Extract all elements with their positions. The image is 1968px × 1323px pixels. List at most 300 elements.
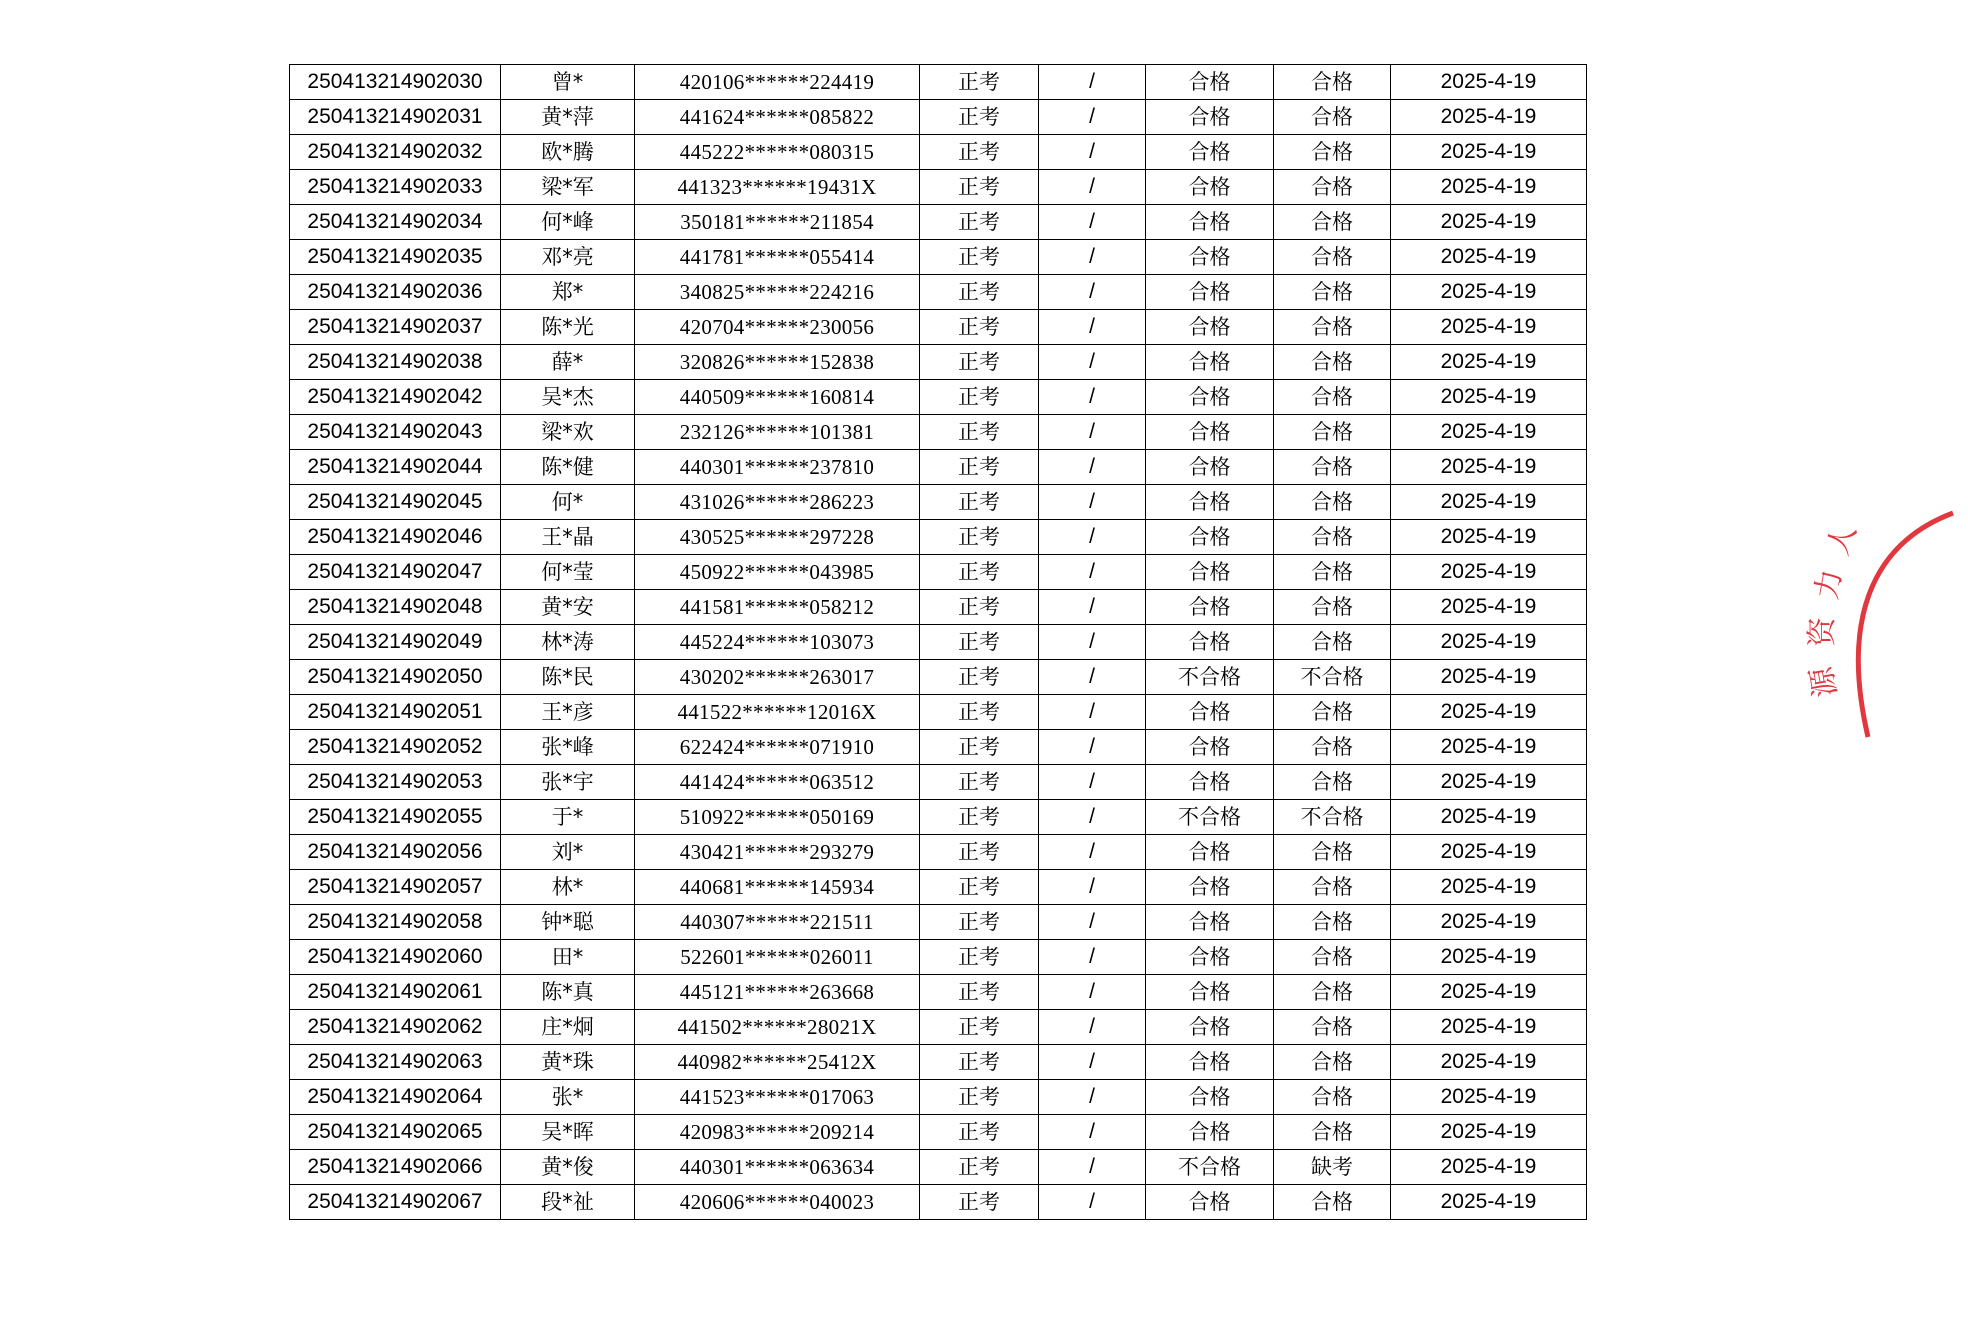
exam-results-table bbox=[289, 64, 1587, 1220]
id-card-cell: 440301******063634 bbox=[635, 1150, 920, 1185]
exam-type-cell: 正考 bbox=[920, 800, 1039, 835]
exam-number-cell: 250413214902055 bbox=[290, 800, 501, 835]
slash-cell: / bbox=[1039, 870, 1146, 905]
theory-result-cell: 合格 bbox=[1146, 415, 1274, 450]
slash-cell: / bbox=[1039, 1185, 1146, 1220]
slash-cell: / bbox=[1039, 450, 1146, 485]
theory-result-cell: 合格 bbox=[1146, 240, 1274, 275]
id-card-cell: 510922******050169 bbox=[635, 800, 920, 835]
slash-cell: / bbox=[1039, 730, 1146, 765]
slash-cell: / bbox=[1039, 1010, 1146, 1045]
exam-number-cell: 250413214902042 bbox=[290, 380, 501, 415]
practical-result-cell: 缺考 bbox=[1274, 1150, 1391, 1185]
slash-cell: / bbox=[1039, 1045, 1146, 1080]
exam-type-cell: 正考 bbox=[920, 485, 1039, 520]
practical-result-cell: 不合格 bbox=[1274, 660, 1391, 695]
exam-date-cell: 2025-4-19 bbox=[1391, 450, 1587, 485]
theory-result-cell: 合格 bbox=[1146, 380, 1274, 415]
exam-type-cell: 正考 bbox=[920, 380, 1039, 415]
table-row bbox=[290, 1080, 1587, 1115]
exam-date-cell: 2025-4-19 bbox=[1391, 870, 1587, 905]
candidate-name-cell: 段*祉 bbox=[501, 1185, 635, 1220]
exam-number-cell: 250413214902038 bbox=[290, 345, 501, 380]
theory-result-cell: 合格 bbox=[1146, 485, 1274, 520]
practical-result-cell: 合格 bbox=[1274, 240, 1391, 275]
exam-date-cell: 2025-4-19 bbox=[1391, 135, 1587, 170]
exam-date-cell: 2025-4-19 bbox=[1391, 765, 1587, 800]
practical-result-cell: 合格 bbox=[1274, 1080, 1391, 1115]
practical-result-cell: 合格 bbox=[1274, 485, 1391, 520]
exam-date-cell: 2025-4-19 bbox=[1391, 1185, 1587, 1220]
slash-cell: / bbox=[1039, 975, 1146, 1010]
exam-date-cell: 2025-4-19 bbox=[1391, 835, 1587, 870]
candidate-name-cell: 何*莹 bbox=[501, 555, 635, 590]
practical-result-cell: 合格 bbox=[1274, 730, 1391, 765]
practical-result-cell: 合格 bbox=[1274, 450, 1391, 485]
theory-result-cell: 合格 bbox=[1146, 345, 1274, 380]
practical-result-cell: 合格 bbox=[1274, 205, 1391, 240]
table-row bbox=[290, 100, 1587, 135]
table-row bbox=[290, 485, 1587, 520]
practical-result-cell: 合格 bbox=[1274, 100, 1391, 135]
theory-result-cell: 合格 bbox=[1146, 275, 1274, 310]
candidate-name-cell: 黄*珠 bbox=[501, 1045, 635, 1080]
exam-date-cell: 2025-4-19 bbox=[1391, 625, 1587, 660]
exam-type-cell: 正考 bbox=[920, 345, 1039, 380]
exam-date-cell: 2025-4-19 bbox=[1391, 1045, 1587, 1080]
exam-type-cell: 正考 bbox=[920, 240, 1039, 275]
practical-result-cell: 合格 bbox=[1274, 1010, 1391, 1045]
candidate-name-cell: 吴*杰 bbox=[501, 380, 635, 415]
theory-result-cell: 合格 bbox=[1146, 940, 1274, 975]
id-card-cell: 420106******224419 bbox=[635, 65, 920, 100]
exam-date-cell: 2025-4-19 bbox=[1391, 1150, 1587, 1185]
candidate-name-cell: 曾* bbox=[501, 65, 635, 100]
exam-number-cell: 250413214902043 bbox=[290, 415, 501, 450]
exam-number-cell: 250413214902067 bbox=[290, 1185, 501, 1220]
exam-type-cell: 正考 bbox=[920, 205, 1039, 240]
theory-result-cell: 合格 bbox=[1146, 975, 1274, 1010]
exam-type-cell: 正考 bbox=[920, 940, 1039, 975]
exam-type-cell: 正考 bbox=[920, 730, 1039, 765]
candidate-name-cell: 刘* bbox=[501, 835, 635, 870]
exam-number-cell: 250413214902062 bbox=[290, 1010, 501, 1045]
practical-result-cell: 合格 bbox=[1274, 555, 1391, 590]
slash-cell: / bbox=[1039, 625, 1146, 660]
table-row bbox=[290, 905, 1587, 940]
practical-result-cell: 合格 bbox=[1274, 415, 1391, 450]
table-row bbox=[290, 345, 1587, 380]
practical-result-cell: 合格 bbox=[1274, 380, 1391, 415]
slash-cell: / bbox=[1039, 590, 1146, 625]
practical-result-cell: 合格 bbox=[1274, 905, 1391, 940]
candidate-name-cell: 张*峰 bbox=[501, 730, 635, 765]
exam-number-cell: 250413214902046 bbox=[290, 520, 501, 555]
svg-text:源: 源 bbox=[1804, 664, 1844, 700]
table-row bbox=[290, 1045, 1587, 1080]
candidate-name-cell: 黄*萍 bbox=[501, 100, 635, 135]
exam-type-cell: 正考 bbox=[920, 1150, 1039, 1185]
table-row bbox=[290, 1185, 1587, 1220]
id-card-cell: 440301******237810 bbox=[635, 450, 920, 485]
candidate-name-cell: 何*峰 bbox=[501, 205, 635, 240]
exam-type-cell: 正考 bbox=[920, 1185, 1039, 1220]
practical-result-cell: 合格 bbox=[1274, 1045, 1391, 1080]
table-row bbox=[290, 660, 1587, 695]
table-row bbox=[290, 520, 1587, 555]
exam-date-cell: 2025-4-19 bbox=[1391, 660, 1587, 695]
slash-cell: / bbox=[1039, 835, 1146, 870]
theory-result-cell: 合格 bbox=[1146, 730, 1274, 765]
exam-type-cell: 正考 bbox=[920, 905, 1039, 940]
practical-result-cell: 合格 bbox=[1274, 345, 1391, 380]
exam-date-cell: 2025-4-19 bbox=[1391, 1080, 1587, 1115]
theory-result-cell: 不合格 bbox=[1146, 660, 1274, 695]
table-row bbox=[290, 1115, 1587, 1150]
slash-cell: / bbox=[1039, 485, 1146, 520]
candidate-name-cell: 林*涛 bbox=[501, 625, 635, 660]
theory-result-cell: 合格 bbox=[1146, 100, 1274, 135]
table-row bbox=[290, 135, 1587, 170]
table-row bbox=[290, 205, 1587, 240]
exam-number-cell: 250413214902052 bbox=[290, 730, 501, 765]
exam-date-cell: 2025-4-19 bbox=[1391, 555, 1587, 590]
id-card-cell: 445222******080315 bbox=[635, 135, 920, 170]
svg-text:资: 资 bbox=[1805, 617, 1840, 647]
exam-date-cell: 2025-4-19 bbox=[1391, 275, 1587, 310]
theory-result-cell: 不合格 bbox=[1146, 1150, 1274, 1185]
table-row bbox=[290, 1010, 1587, 1045]
theory-result-cell: 合格 bbox=[1146, 205, 1274, 240]
id-card-cell: 340825******224216 bbox=[635, 275, 920, 310]
exam-number-cell: 250413214902037 bbox=[290, 310, 501, 345]
table-row bbox=[290, 275, 1587, 310]
exam-type-cell: 正考 bbox=[920, 975, 1039, 1010]
table-row bbox=[290, 730, 1587, 765]
exam-type-cell: 正考 bbox=[920, 695, 1039, 730]
id-card-cell: 441781******055414 bbox=[635, 240, 920, 275]
exam-number-cell: 250413214902032 bbox=[290, 135, 501, 170]
candidate-name-cell: 张*宇 bbox=[501, 765, 635, 800]
exam-date-cell: 2025-4-19 bbox=[1391, 975, 1587, 1010]
theory-result-cell: 合格 bbox=[1146, 135, 1274, 170]
practical-result-cell: 合格 bbox=[1274, 275, 1391, 310]
id-card-cell: 232126******101381 bbox=[635, 415, 920, 450]
official-seal-stamp bbox=[1804, 505, 1968, 745]
exam-number-cell: 250413214902065 bbox=[290, 1115, 501, 1150]
exam-date-cell: 2025-4-19 bbox=[1391, 485, 1587, 520]
table-row bbox=[290, 65, 1587, 100]
slash-cell: / bbox=[1039, 135, 1146, 170]
exam-type-cell: 正考 bbox=[920, 1080, 1039, 1115]
practical-result-cell: 不合格 bbox=[1274, 800, 1391, 835]
candidate-name-cell: 陈*健 bbox=[501, 450, 635, 485]
theory-result-cell: 合格 bbox=[1146, 1010, 1274, 1045]
exam-date-cell: 2025-4-19 bbox=[1391, 730, 1587, 765]
candidate-name-cell: 钟*聪 bbox=[501, 905, 635, 940]
id-card-cell: 441522******12016X bbox=[635, 695, 920, 730]
candidate-name-cell: 薛* bbox=[501, 345, 635, 380]
exam-number-cell: 250413214902044 bbox=[290, 450, 501, 485]
id-card-cell: 441323******19431X bbox=[635, 170, 920, 205]
slash-cell: / bbox=[1039, 1080, 1146, 1115]
exam-date-cell: 2025-4-19 bbox=[1391, 520, 1587, 555]
exam-date-cell: 2025-4-19 bbox=[1391, 345, 1587, 380]
table-row bbox=[290, 940, 1587, 975]
id-card-cell: 441502******28021X bbox=[635, 1010, 920, 1045]
candidate-name-cell: 梁*欢 bbox=[501, 415, 635, 450]
slash-cell: / bbox=[1039, 275, 1146, 310]
id-card-cell: 441424******063512 bbox=[635, 765, 920, 800]
id-card-cell: 441523******017063 bbox=[635, 1080, 920, 1115]
table-row bbox=[290, 835, 1587, 870]
table-row bbox=[290, 1150, 1587, 1185]
id-card-cell: 440982******25412X bbox=[635, 1045, 920, 1080]
exam-number-cell: 250413214902060 bbox=[290, 940, 501, 975]
slash-cell: / bbox=[1039, 100, 1146, 135]
practical-result-cell: 合格 bbox=[1274, 590, 1391, 625]
slash-cell: / bbox=[1039, 380, 1146, 415]
slash-cell: / bbox=[1039, 345, 1146, 380]
exam-type-cell: 正考 bbox=[920, 765, 1039, 800]
exam-date-cell: 2025-4-19 bbox=[1391, 240, 1587, 275]
id-card-cell: 440509******160814 bbox=[635, 380, 920, 415]
exam-number-cell: 250413214902063 bbox=[290, 1045, 501, 1080]
exam-date-cell: 2025-4-19 bbox=[1391, 1010, 1587, 1045]
candidate-name-cell: 黄*俊 bbox=[501, 1150, 635, 1185]
candidate-name-cell: 王*彦 bbox=[501, 695, 635, 730]
exam-number-cell: 250413214902056 bbox=[290, 835, 501, 870]
practical-result-cell: 合格 bbox=[1274, 135, 1391, 170]
exam-date-cell: 2025-4-19 bbox=[1391, 590, 1587, 625]
id-card-cell: 622424******071910 bbox=[635, 730, 920, 765]
id-card-cell: 420606******040023 bbox=[635, 1185, 920, 1220]
exam-number-cell: 250413214902050 bbox=[290, 660, 501, 695]
table-row bbox=[290, 975, 1587, 1010]
exam-number-cell: 250413214902033 bbox=[290, 170, 501, 205]
table-row bbox=[290, 450, 1587, 485]
table-row bbox=[290, 415, 1587, 450]
theory-result-cell: 合格 bbox=[1146, 520, 1274, 555]
table-row bbox=[290, 555, 1587, 590]
candidate-name-cell: 林* bbox=[501, 870, 635, 905]
id-card-cell: 440681******145934 bbox=[635, 870, 920, 905]
theory-result-cell: 合格 bbox=[1146, 765, 1274, 800]
candidate-name-cell: 吴*晖 bbox=[501, 1115, 635, 1150]
practical-result-cell: 合格 bbox=[1274, 1115, 1391, 1150]
theory-result-cell: 合格 bbox=[1146, 695, 1274, 730]
candidate-name-cell: 张* bbox=[501, 1080, 635, 1115]
theory-result-cell: 合格 bbox=[1146, 835, 1274, 870]
exam-type-cell: 正考 bbox=[920, 170, 1039, 205]
slash-cell: / bbox=[1039, 660, 1146, 695]
id-card-cell: 420704******230056 bbox=[635, 310, 920, 345]
practical-result-cell: 合格 bbox=[1274, 170, 1391, 205]
exam-number-cell: 250413214902061 bbox=[290, 975, 501, 1010]
exam-date-cell: 2025-4-19 bbox=[1391, 940, 1587, 975]
table-row bbox=[290, 800, 1587, 835]
id-card-cell: 430202******263017 bbox=[635, 660, 920, 695]
exam-type-cell: 正考 bbox=[920, 835, 1039, 870]
exam-date-cell: 2025-4-19 bbox=[1391, 170, 1587, 205]
practical-result-cell: 合格 bbox=[1274, 765, 1391, 800]
practical-result-cell: 合格 bbox=[1274, 870, 1391, 905]
id-card-cell: 440307******221511 bbox=[635, 905, 920, 940]
svg-text:力: 力 bbox=[1809, 566, 1850, 603]
id-card-cell: 441624******085822 bbox=[635, 100, 920, 135]
exam-number-cell: 250413214902034 bbox=[290, 205, 501, 240]
candidate-name-cell: 郑* bbox=[501, 275, 635, 310]
exam-number-cell: 250413214902036 bbox=[290, 275, 501, 310]
slash-cell: / bbox=[1039, 415, 1146, 450]
table-row bbox=[290, 695, 1587, 730]
theory-result-cell: 合格 bbox=[1146, 1045, 1274, 1080]
theory-result-cell: 合格 bbox=[1146, 1080, 1274, 1115]
practical-result-cell: 合格 bbox=[1274, 695, 1391, 730]
theory-result-cell: 合格 bbox=[1146, 1185, 1274, 1220]
candidate-name-cell: 田* bbox=[501, 940, 635, 975]
candidate-name-cell: 黄*安 bbox=[501, 590, 635, 625]
slash-cell: / bbox=[1039, 310, 1146, 345]
candidate-name-cell: 王*晶 bbox=[501, 520, 635, 555]
exam-date-cell: 2025-4-19 bbox=[1391, 380, 1587, 415]
slash-cell: / bbox=[1039, 905, 1146, 940]
candidate-name-cell: 庄*炯 bbox=[501, 1010, 635, 1045]
slash-cell: / bbox=[1039, 520, 1146, 555]
exam-type-cell: 正考 bbox=[920, 590, 1039, 625]
slash-cell: / bbox=[1039, 695, 1146, 730]
table-row bbox=[290, 380, 1587, 415]
slash-cell: / bbox=[1039, 170, 1146, 205]
exam-type-cell: 正考 bbox=[920, 65, 1039, 100]
candidate-name-cell: 陈*光 bbox=[501, 310, 635, 345]
theory-result-cell: 合格 bbox=[1146, 170, 1274, 205]
exam-type-cell: 正考 bbox=[920, 870, 1039, 905]
candidate-name-cell: 欧*腾 bbox=[501, 135, 635, 170]
slash-cell: / bbox=[1039, 205, 1146, 240]
candidate-name-cell: 梁*军 bbox=[501, 170, 635, 205]
exam-type-cell: 正考 bbox=[920, 625, 1039, 660]
id-card-cell: 445224******103073 bbox=[635, 625, 920, 660]
candidate-name-cell: 邓*亮 bbox=[501, 240, 635, 275]
id-card-cell: 445121******263668 bbox=[635, 975, 920, 1010]
exam-number-cell: 250413214902045 bbox=[290, 485, 501, 520]
exam-number-cell: 250413214902031 bbox=[290, 100, 501, 135]
exam-date-cell: 2025-4-19 bbox=[1391, 905, 1587, 940]
id-card-cell: 430421******293279 bbox=[635, 835, 920, 870]
exam-type-cell: 正考 bbox=[920, 1115, 1039, 1150]
id-card-cell: 350181******211854 bbox=[635, 205, 920, 240]
exam-number-cell: 250413214902035 bbox=[290, 240, 501, 275]
practical-result-cell: 合格 bbox=[1274, 520, 1391, 555]
slash-cell: / bbox=[1039, 940, 1146, 975]
id-card-cell: 450922******043985 bbox=[635, 555, 920, 590]
slash-cell: / bbox=[1039, 800, 1146, 835]
practical-result-cell: 合格 bbox=[1274, 835, 1391, 870]
exam-date-cell: 2025-4-19 bbox=[1391, 415, 1587, 450]
exam-type-cell: 正考 bbox=[920, 520, 1039, 555]
exam-type-cell: 正考 bbox=[920, 450, 1039, 485]
practical-result-cell: 合格 bbox=[1274, 310, 1391, 345]
theory-result-cell: 合格 bbox=[1146, 905, 1274, 940]
table-row bbox=[290, 310, 1587, 345]
theory-result-cell: 合格 bbox=[1146, 870, 1274, 905]
id-card-cell: 320826******152838 bbox=[635, 345, 920, 380]
slash-cell: / bbox=[1039, 555, 1146, 590]
theory-result-cell: 合格 bbox=[1146, 1115, 1274, 1150]
exam-type-cell: 正考 bbox=[920, 415, 1039, 450]
theory-result-cell: 合格 bbox=[1146, 65, 1274, 100]
id-card-cell: 522601******026011 bbox=[635, 940, 920, 975]
table-row bbox=[290, 240, 1587, 275]
slash-cell: / bbox=[1039, 1115, 1146, 1150]
exam-number-cell: 250413214902064 bbox=[290, 1080, 501, 1115]
id-card-cell: 420983******209214 bbox=[635, 1115, 920, 1150]
candidate-name-cell: 何* bbox=[501, 485, 635, 520]
id-card-cell: 441581******058212 bbox=[635, 590, 920, 625]
exam-number-cell: 250413214902047 bbox=[290, 555, 501, 590]
slash-cell: / bbox=[1039, 240, 1146, 275]
practical-result-cell: 合格 bbox=[1274, 65, 1391, 100]
exam-type-cell: 正考 bbox=[920, 275, 1039, 310]
theory-result-cell: 合格 bbox=[1146, 450, 1274, 485]
theory-result-cell: 合格 bbox=[1146, 590, 1274, 625]
exam-type-cell: 正考 bbox=[920, 1045, 1039, 1080]
slash-cell: / bbox=[1039, 1150, 1146, 1185]
table-row bbox=[290, 170, 1587, 205]
theory-result-cell: 合格 bbox=[1146, 555, 1274, 590]
exam-type-cell: 正考 bbox=[920, 100, 1039, 135]
candidate-name-cell: 陈*真 bbox=[501, 975, 635, 1010]
candidate-name-cell: 于* bbox=[501, 800, 635, 835]
exam-number-cell: 250413214902058 bbox=[290, 905, 501, 940]
slash-cell: / bbox=[1039, 65, 1146, 100]
practical-result-cell: 合格 bbox=[1274, 940, 1391, 975]
theory-result-cell: 合格 bbox=[1146, 310, 1274, 345]
exam-type-cell: 正考 bbox=[920, 660, 1039, 695]
exam-number-cell: 250413214902051 bbox=[290, 695, 501, 730]
exam-type-cell: 正考 bbox=[920, 1010, 1039, 1045]
table-row bbox=[290, 590, 1587, 625]
exam-date-cell: 2025-4-19 bbox=[1391, 800, 1587, 835]
exam-date-cell: 2025-4-19 bbox=[1391, 695, 1587, 730]
practical-result-cell: 合格 bbox=[1274, 625, 1391, 660]
slash-cell: / bbox=[1039, 765, 1146, 800]
table-row bbox=[290, 625, 1587, 660]
results-table-body bbox=[290, 65, 1587, 1220]
practical-result-cell: 合格 bbox=[1274, 1185, 1391, 1220]
theory-result-cell: 不合格 bbox=[1146, 800, 1274, 835]
id-card-cell: 430525******297228 bbox=[635, 520, 920, 555]
exam-number-cell: 250413214902049 bbox=[290, 625, 501, 660]
exam-date-cell: 2025-4-19 bbox=[1391, 310, 1587, 345]
theory-result-cell: 合格 bbox=[1146, 625, 1274, 660]
id-card-cell: 431026******286223 bbox=[635, 485, 920, 520]
exam-number-cell: 250413214902030 bbox=[290, 65, 501, 100]
exam-number-cell: 250413214902066 bbox=[290, 1150, 501, 1185]
exam-number-cell: 250413214902048 bbox=[290, 590, 501, 625]
exam-number-cell: 250413214902053 bbox=[290, 765, 501, 800]
svg-text:人: 人 bbox=[1820, 519, 1864, 560]
exam-type-cell: 正考 bbox=[920, 555, 1039, 590]
exam-type-cell: 正考 bbox=[920, 135, 1039, 170]
table-row bbox=[290, 765, 1587, 800]
exam-date-cell: 2025-4-19 bbox=[1391, 65, 1587, 100]
exam-type-cell: 正考 bbox=[920, 310, 1039, 345]
exam-date-cell: 2025-4-19 bbox=[1391, 1115, 1587, 1150]
candidate-name-cell: 陈*民 bbox=[501, 660, 635, 695]
exam-date-cell: 2025-4-19 bbox=[1391, 205, 1587, 240]
